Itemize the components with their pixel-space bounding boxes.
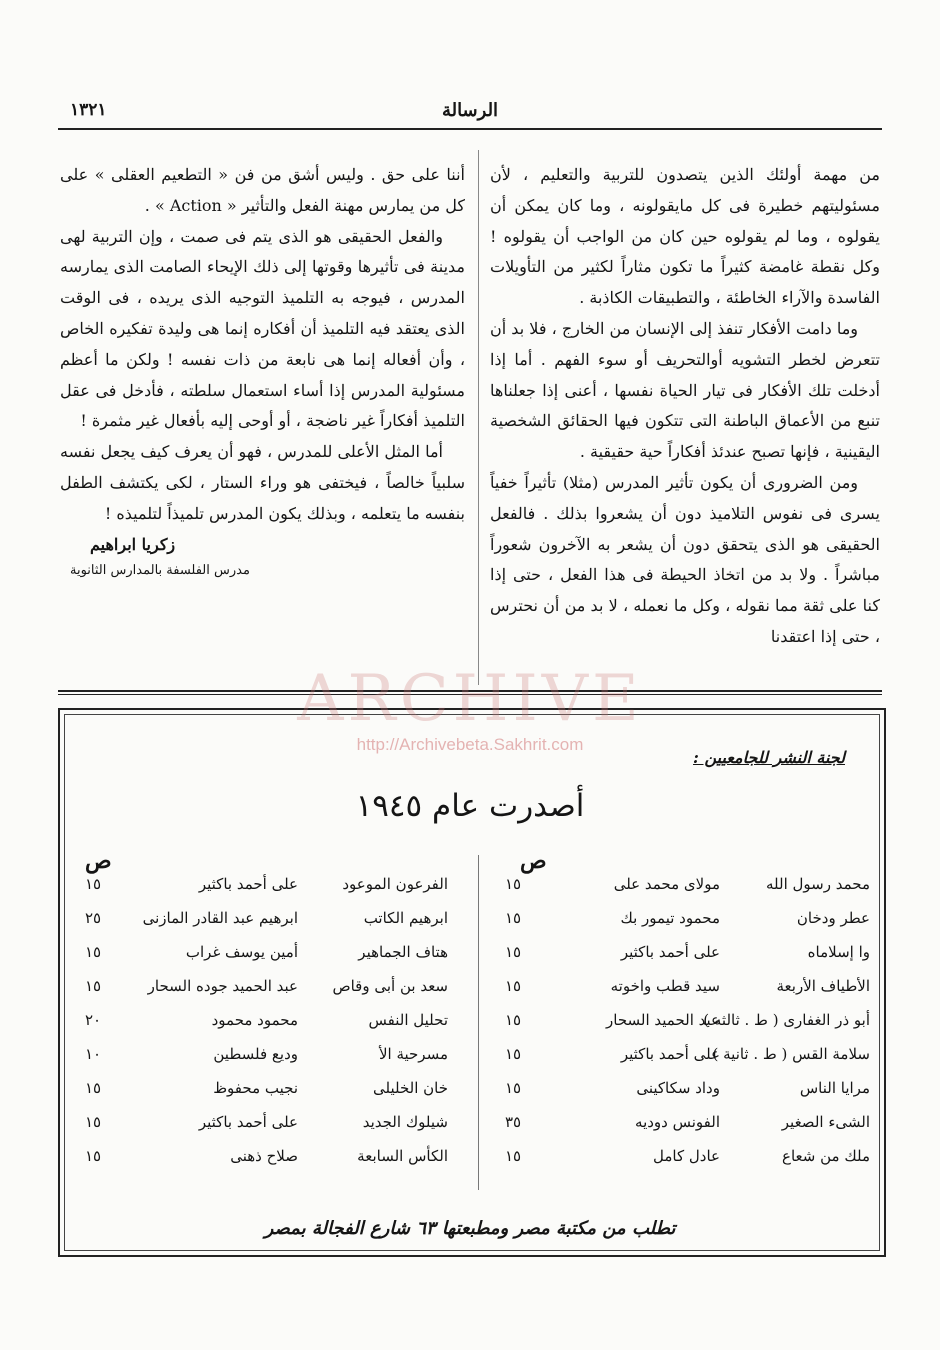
advert-headline: أصدرت عام ١٩٤٥ (355, 788, 585, 824)
publisher-committee: لجنة النشر للجامعيين : (693, 748, 845, 767)
book-title: سعد بن أبى وقاص (332, 977, 448, 995)
book-title: ابرهيم الكاتب (363, 909, 448, 927)
archive-url: http://Archivebeta.Sakhrit.com (356, 735, 584, 754)
paragraph: وما دامت الأفكار تنفذ إلى الإنسان من الخارج ، فلا بد أن تتعرض لخطر التشويه أوالتحريف أو سوء الفهم . أما إذا أدخلت تلك الأفكار فى تيار الحياة نفسها ، أعنى إذا جعلناها تنبع من الأعماق الباطنة التى تتكون فيها الحقائق الشخصية اليقينية ، فإنها تصبح عندئذ أفكاراً حية حقيقية . (490, 318, 880, 462)
price-column-heading: ص (520, 848, 547, 874)
book-price: ١٥ (84, 977, 102, 995)
book-author: وداد سكاكينى (636, 1079, 720, 1097)
book-title: مسرحية الأ (378, 1045, 448, 1063)
book-price: ١٥ (504, 1011, 522, 1029)
book-row (498, 1011, 870, 1045)
advert-footer: تطلب من مكتبة مصر ومطبعتها ٦٣ شارع الفجالة بمصر (264, 1218, 676, 1239)
book-price: ١٥ (504, 1079, 522, 1097)
book-author: نجيب محفوظ (213, 1079, 298, 1097)
book-author: أمين يوسف غراب (185, 943, 298, 961)
book-price: ٣٥ (504, 1113, 522, 1131)
paragraph: من مهمة أولئك الذين يتصدون للتربية والتعليم ، لأن مسئوليتهم خطيرة فى كل مايقولونه ، وما كان يمكن أن يقولوه ، وما لم يقولوه حين كان من الواجب أن يقولوه ! وكل نقطة غامضة كثيراً ما تكون مثاراً لكثير من التأويلات الفاسدة والآراء الخاطئة ، والتطبيقات الكاذبة . (490, 165, 880, 308)
book-author: عادل كامل (653, 1147, 720, 1165)
catalog-divider (478, 855, 479, 1190)
article-column-left (60, 160, 465, 582)
book-price: ١٥ (84, 875, 102, 893)
book-price: ١٠ (84, 1045, 102, 1063)
book-list-right (498, 875, 870, 1190)
book-title: تحليل النفس (368, 1011, 448, 1029)
book-list-left (78, 875, 448, 1190)
book-author: محمود تيمور بك (620, 909, 720, 927)
book-price: ١٥ (84, 1147, 102, 1165)
book-title: الفرعون الموعود (342, 875, 448, 893)
book-title: عطر ودخان (796, 909, 870, 927)
book-row (498, 875, 870, 909)
book-author: على أحمد باكثير (620, 943, 720, 961)
column-divider (478, 150, 479, 685)
book-row (498, 943, 870, 977)
book-title: الشىء الصغير (781, 1113, 870, 1131)
book-title: ملك من شعاع (782, 1147, 870, 1165)
book-row (78, 1147, 448, 1181)
book-author: على أحمد باكثير (620, 1045, 720, 1063)
book-row (498, 1113, 870, 1147)
book-row (78, 1011, 448, 1045)
book-author: صلاح ذهنى (230, 1147, 298, 1165)
book-row (498, 1045, 870, 1079)
book-title: وا إسلاماه (807, 943, 870, 961)
book-row (78, 977, 448, 1011)
article-column-right (490, 160, 880, 690)
book-price: ١٥ (504, 909, 522, 927)
book-row (498, 977, 870, 1011)
book-price: ٢٠ (84, 1011, 102, 1029)
book-author: ابرهيم عبد القادر المازنى (142, 909, 298, 927)
book-author: مولاى محمد على (613, 875, 720, 893)
price-column-heading: ص (85, 848, 112, 874)
book-price: ١٥ (504, 1147, 522, 1165)
magazine-title: الرسالة (441, 100, 499, 121)
book-price: ١٥ (504, 943, 522, 961)
book-row (78, 1113, 448, 1147)
book-price: ١٥ (504, 977, 522, 995)
book-title: مرايا الناس (799, 1079, 870, 1097)
book-title: شيلوك الجديد (362, 1113, 448, 1131)
paragraph: أما المثل الأعلى للمدرس ، فهو أن يعرف كيف يجعل نفسه سلبياً خالصاً ، فيختفى هو وراء الستار ، لكى يكتشف الطفل بنفسه ما يتعلمه ، وبذلك يكون المدرس تلميذاً لتلميذه ! (60, 442, 465, 523)
page-header (70, 100, 870, 126)
book-row (78, 943, 448, 977)
paragraph: والفعل الحقيقى هو الذى يتم فى صمت ، وإن التربية لهى مدينة فى تأثيرها وقوتها إلى ذلك الإيحاء الصامت الذى يمارسه المدرس ، فيوجه به التلميذ التوجيه الذى يريده ، فى الوقت الذى يعتقد فيه التلميذ أن أفكاره إنما هى وليدة تفكيره الخاص ، وأن أفعاله إنما هى نابعة من ذات نفسه ! ولكن ما أعظم مسئولية المدرس إذا أساء استعمال سلطته ، فأدخل فى عقل التلميذ أفكاراً غير ناضجة ، أو أوحى إليه بأفعال غير مثمرة ! (60, 226, 465, 431)
book-author: عبد الحميد السحار (606, 1011, 720, 1029)
book-row (498, 1147, 870, 1181)
archive-watermark: ARCHIVE (297, 662, 643, 736)
book-row (78, 1079, 448, 1113)
book-price: ١٥ (84, 943, 102, 961)
page-number: ١٣٢١ (70, 100, 107, 120)
book-author: الفونس دوديه (635, 1113, 720, 1131)
book-title: الأطياف الأربعة (776, 977, 870, 995)
book-title: سلامة القس ( ط . ثانية ) (712, 1045, 870, 1063)
book-author: وديع فلسطين (213, 1045, 298, 1063)
header-rule (58, 128, 882, 130)
book-price: ١٥ (504, 1045, 522, 1063)
book-price: ١٥ (84, 1079, 102, 1097)
book-title: محمد رسول الله (765, 875, 870, 893)
book-title: الكأس السابعة (357, 1147, 448, 1165)
book-title: هتاف الجماهير (358, 943, 448, 961)
book-price: ١٥ (504, 875, 522, 893)
book-row (498, 909, 870, 943)
paragraph: ومن الضرورى أن يكون تأثير المدرس (مثلا) تأثيراً خفياً يسرى فى نفوس التلاميذ دون أن يشعروا بذلك . فالفعل الحقيقى هو الذى يتحقق دون أن يشعر به الآخرون شعوراً مباشراً . ولا بد من اتخاذ الحيطة فى هذا الفعل ، حتى إذا كنا على ثقة مما نقوله ، وكل ما نعمله ، لا بد من أن نحترس ، حتى إذا اعتقدنا (490, 472, 880, 646)
book-row (78, 1045, 448, 1079)
paragraph: أننا على حق . وليس أشق من فن « التطعيم العقلى » على كل من يمارس مهنة الفعل والتأثير « Action » . (60, 165, 465, 215)
book-author: سيد قطب واخوته (610, 977, 720, 995)
book-row (78, 909, 448, 943)
book-row (78, 875, 448, 909)
book-author: محمود محمود (211, 1011, 298, 1029)
author-signature: زكريا ابراهيم (90, 534, 176, 554)
book-author: على أحمد باكثير (198, 875, 298, 893)
book-author: عبد الحميد جوده السحار (147, 977, 298, 995)
book-price: ٢٥ (84, 909, 102, 927)
book-row (498, 1079, 870, 1113)
author-title: مدرس الفلسفة بالمدارس الثانوية (70, 563, 250, 579)
book-title: أبو ذر الغفارى ( ط . ثالثه ) (703, 1011, 870, 1029)
book-title: خان الخليلى (372, 1079, 448, 1097)
book-author: على أحمد باكثير (198, 1113, 298, 1131)
book-price: ١٥ (84, 1113, 102, 1131)
